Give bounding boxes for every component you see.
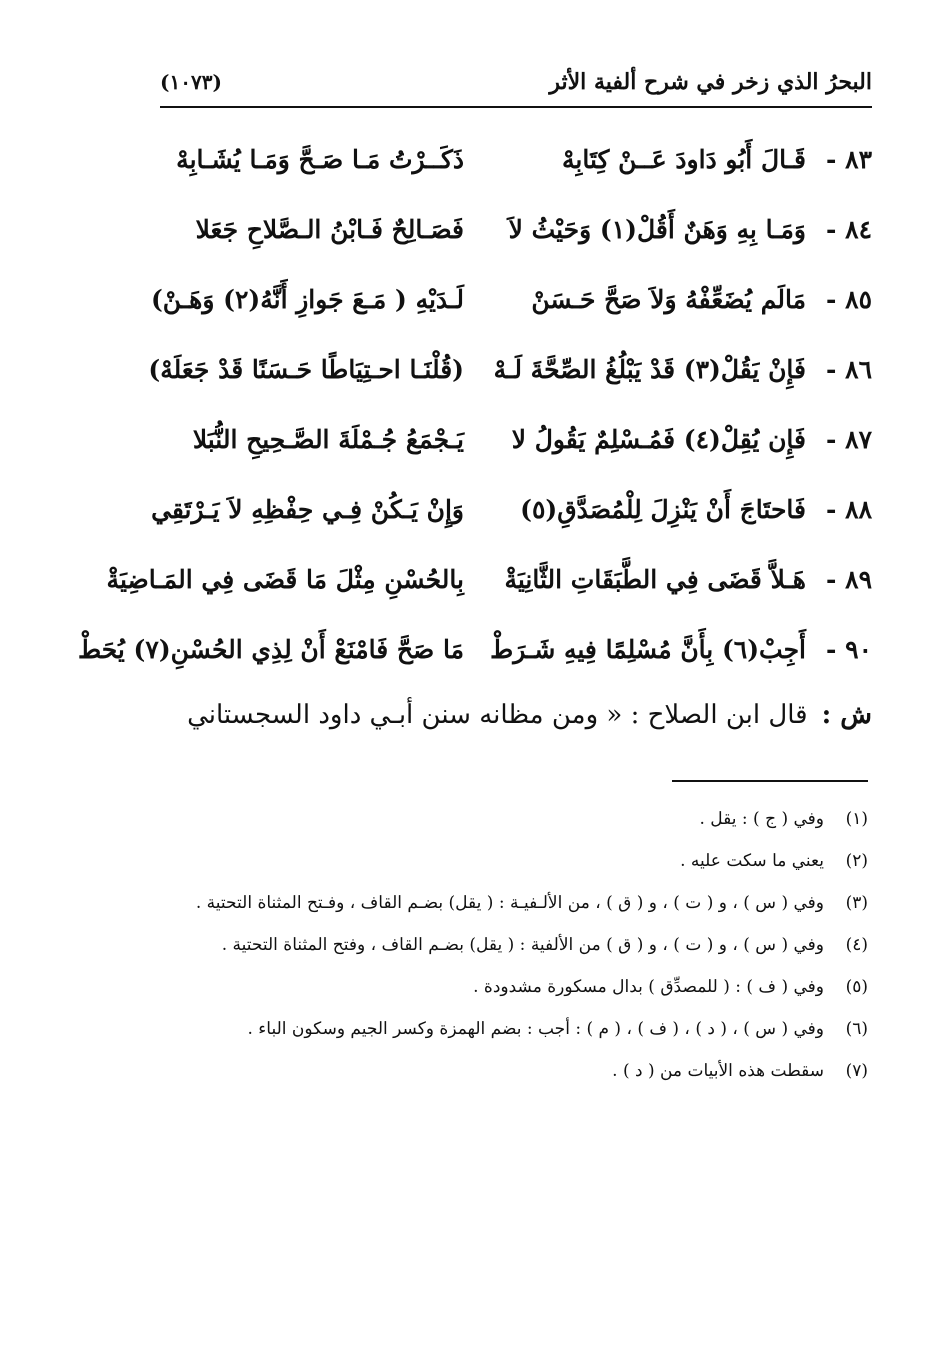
footnote-number: (١) — [845, 809, 868, 829]
verse-number: ٩٠ - — [826, 634, 872, 664]
footnote — [160, 798, 868, 840]
verse-84 — [160, 194, 872, 264]
footnote-number: (٧) — [845, 1061, 868, 1081]
verse-second-hemistich: ذَكَــرْتُ مَـا صَـحَّ وَمَـا يُشَـابِهْ — [176, 144, 464, 174]
commentary-label: ش : — [821, 700, 872, 730]
verse-90 — [78, 614, 872, 684]
verse-first-hemistich: فَاحتَاجَ أَنْ يَنْزِلَ لِلْمُصَدَّقِ(٥) — [520, 494, 806, 524]
commentary-paragraph — [160, 700, 872, 730]
verse-first-hemistich: هَـلاَّ قَضَى فِي الطَّبَقَاتِ الثَّانِيَةْ — [504, 564, 806, 594]
commentary-text: قال ابن الصلاح : « ومن مظانه سنن أبـي داود السجستاني — [187, 700, 808, 730]
verse-number: ٨٨ - — [826, 494, 872, 524]
verse-first-hemistich: قَـالَ أَبُو دَاودَ عَــنْ كِتَابِهْ — [562, 144, 806, 174]
verse-number: ٨٩ - — [826, 564, 872, 594]
verse-number: ٨٦ - — [826, 354, 872, 384]
footnote — [160, 1050, 868, 1092]
verse-first-hemistich: فَإِنْ يَقُلْ(٣) قَدْ يَبْلُغُ الصِّحَّةَ لَـهْ — [493, 354, 806, 384]
verse-second-hemistich: مَا صَحَّ فَامْنَعْ أَنْ لِذِي الحُسْنِ(٧) يُحَطْ — [78, 634, 464, 664]
verse-number: ٨٣ - — [826, 144, 872, 174]
page-number: (١٠٧٣) — [160, 70, 222, 94]
footnote-text: يعني ما سكت عليه . — [680, 851, 824, 871]
verse-number: ٨٤ - — [826, 214, 872, 244]
verse-second-hemistich: بِالحُسْنِ مِثْلَ مَا قَضَى فِي المَـاضِيَةْ — [106, 564, 464, 594]
verse-88 — [151, 474, 872, 544]
verse-89 — [106, 544, 872, 614]
footnote-number: (٥) — [845, 977, 868, 997]
verse-first-hemistich: أَجِبْ(٦) بِأَنَّ مُسْلِمًا فِيهِ شَـرَطْ — [490, 634, 806, 664]
footnote — [160, 966, 868, 1008]
footnote-number: (٢) — [845, 851, 868, 871]
verse-second-hemistich: (قُلْنَـا احـتِيَاطًا حَـسَنًا قَدْ جَعَلَهْ) — [148, 354, 464, 384]
verse-number: ٨٧ - — [826, 424, 872, 454]
footnote — [160, 882, 868, 924]
verse-85 — [150, 264, 872, 334]
running-title: البحرُ الذي زخر في شرح ألفية الأثر — [549, 69, 872, 95]
footnote-text: وفي ( س ) ، و ( ت ) ، و ( ق ) من الألفية : ( يقل) بضـم القاف ، وفتح المثناة التحتية . — [221, 935, 824, 955]
footnote — [160, 924, 868, 966]
verse-83 — [160, 124, 872, 194]
header-rule — [160, 106, 872, 108]
footnote — [160, 1008, 868, 1050]
verse-87 — [160, 404, 872, 474]
verse-second-hemistich: وَإِنْ يَـكُنْ فِـي حِفْظِهِ لاَ يَـرْتَقِي — [151, 494, 464, 524]
verse-first-hemistich: مَالَم يُضَعِّفْهُ وَلاَ صَحَّ حَـسَنْ — [531, 284, 806, 314]
footnote-separator — [672, 780, 868, 782]
verse-number: ٨٥ - — [826, 284, 872, 314]
footnote-text: وفي ( س ) ، ( د ) ، ( ف ) ، ( م ) : أجب : بضم الهمزة وكسر الجيم وسكون الباء . — [247, 1019, 824, 1039]
verse-second-hemistich: يَـجْمَعُ جُـمْلَةَ الصَّـحِيحِ النُّبَلا — [192, 424, 464, 454]
verse-first-hemistich: وَمَـا بِهِ وَهَنٌ أَقُلْ(١) وَحَيْثُ لاَ — [508, 214, 806, 244]
footnote-text: وفي ( س ) ، و ( ت ) ، و ( ق ) ، من الألـفيـة : ( يقل) بضـم القاف ، وفـتح المثناة التحتية . — [195, 893, 824, 913]
footnote — [160, 840, 868, 882]
footnote-text: سقطت هذه الأبيات من ( د ) . — [612, 1061, 824, 1081]
verse-86 — [148, 334, 872, 404]
footnotes — [160, 798, 868, 1092]
footnote-text: وفي ( ف ) : ( للمصدِّق ) بدال مسكورة مشدودة . — [473, 977, 824, 997]
footnote-number: (٣) — [845, 893, 868, 913]
verse-second-hemistich: فَصَـالِحٌ فَـابْنُ الـصَّلاحِ جَعَلا — [195, 214, 464, 244]
verse-first-hemistich: فَإِن يُقِلْ(٤) فَمُـسْلِمٌ يَقُولُ لا — [511, 424, 806, 454]
footnote-text: وفي ( ج ) : يقل . — [699, 809, 824, 829]
verse-list — [78, 124, 872, 684]
verse-second-hemistich: لَـدَيْهِ ( مَـعَ جَوازِ أَنَّهُ(٢) وَهَـنْ) — [150, 284, 464, 314]
footnote-number: (٤) — [845, 935, 868, 955]
footnote-number: (٦) — [845, 1019, 868, 1039]
page-header — [160, 62, 872, 102]
